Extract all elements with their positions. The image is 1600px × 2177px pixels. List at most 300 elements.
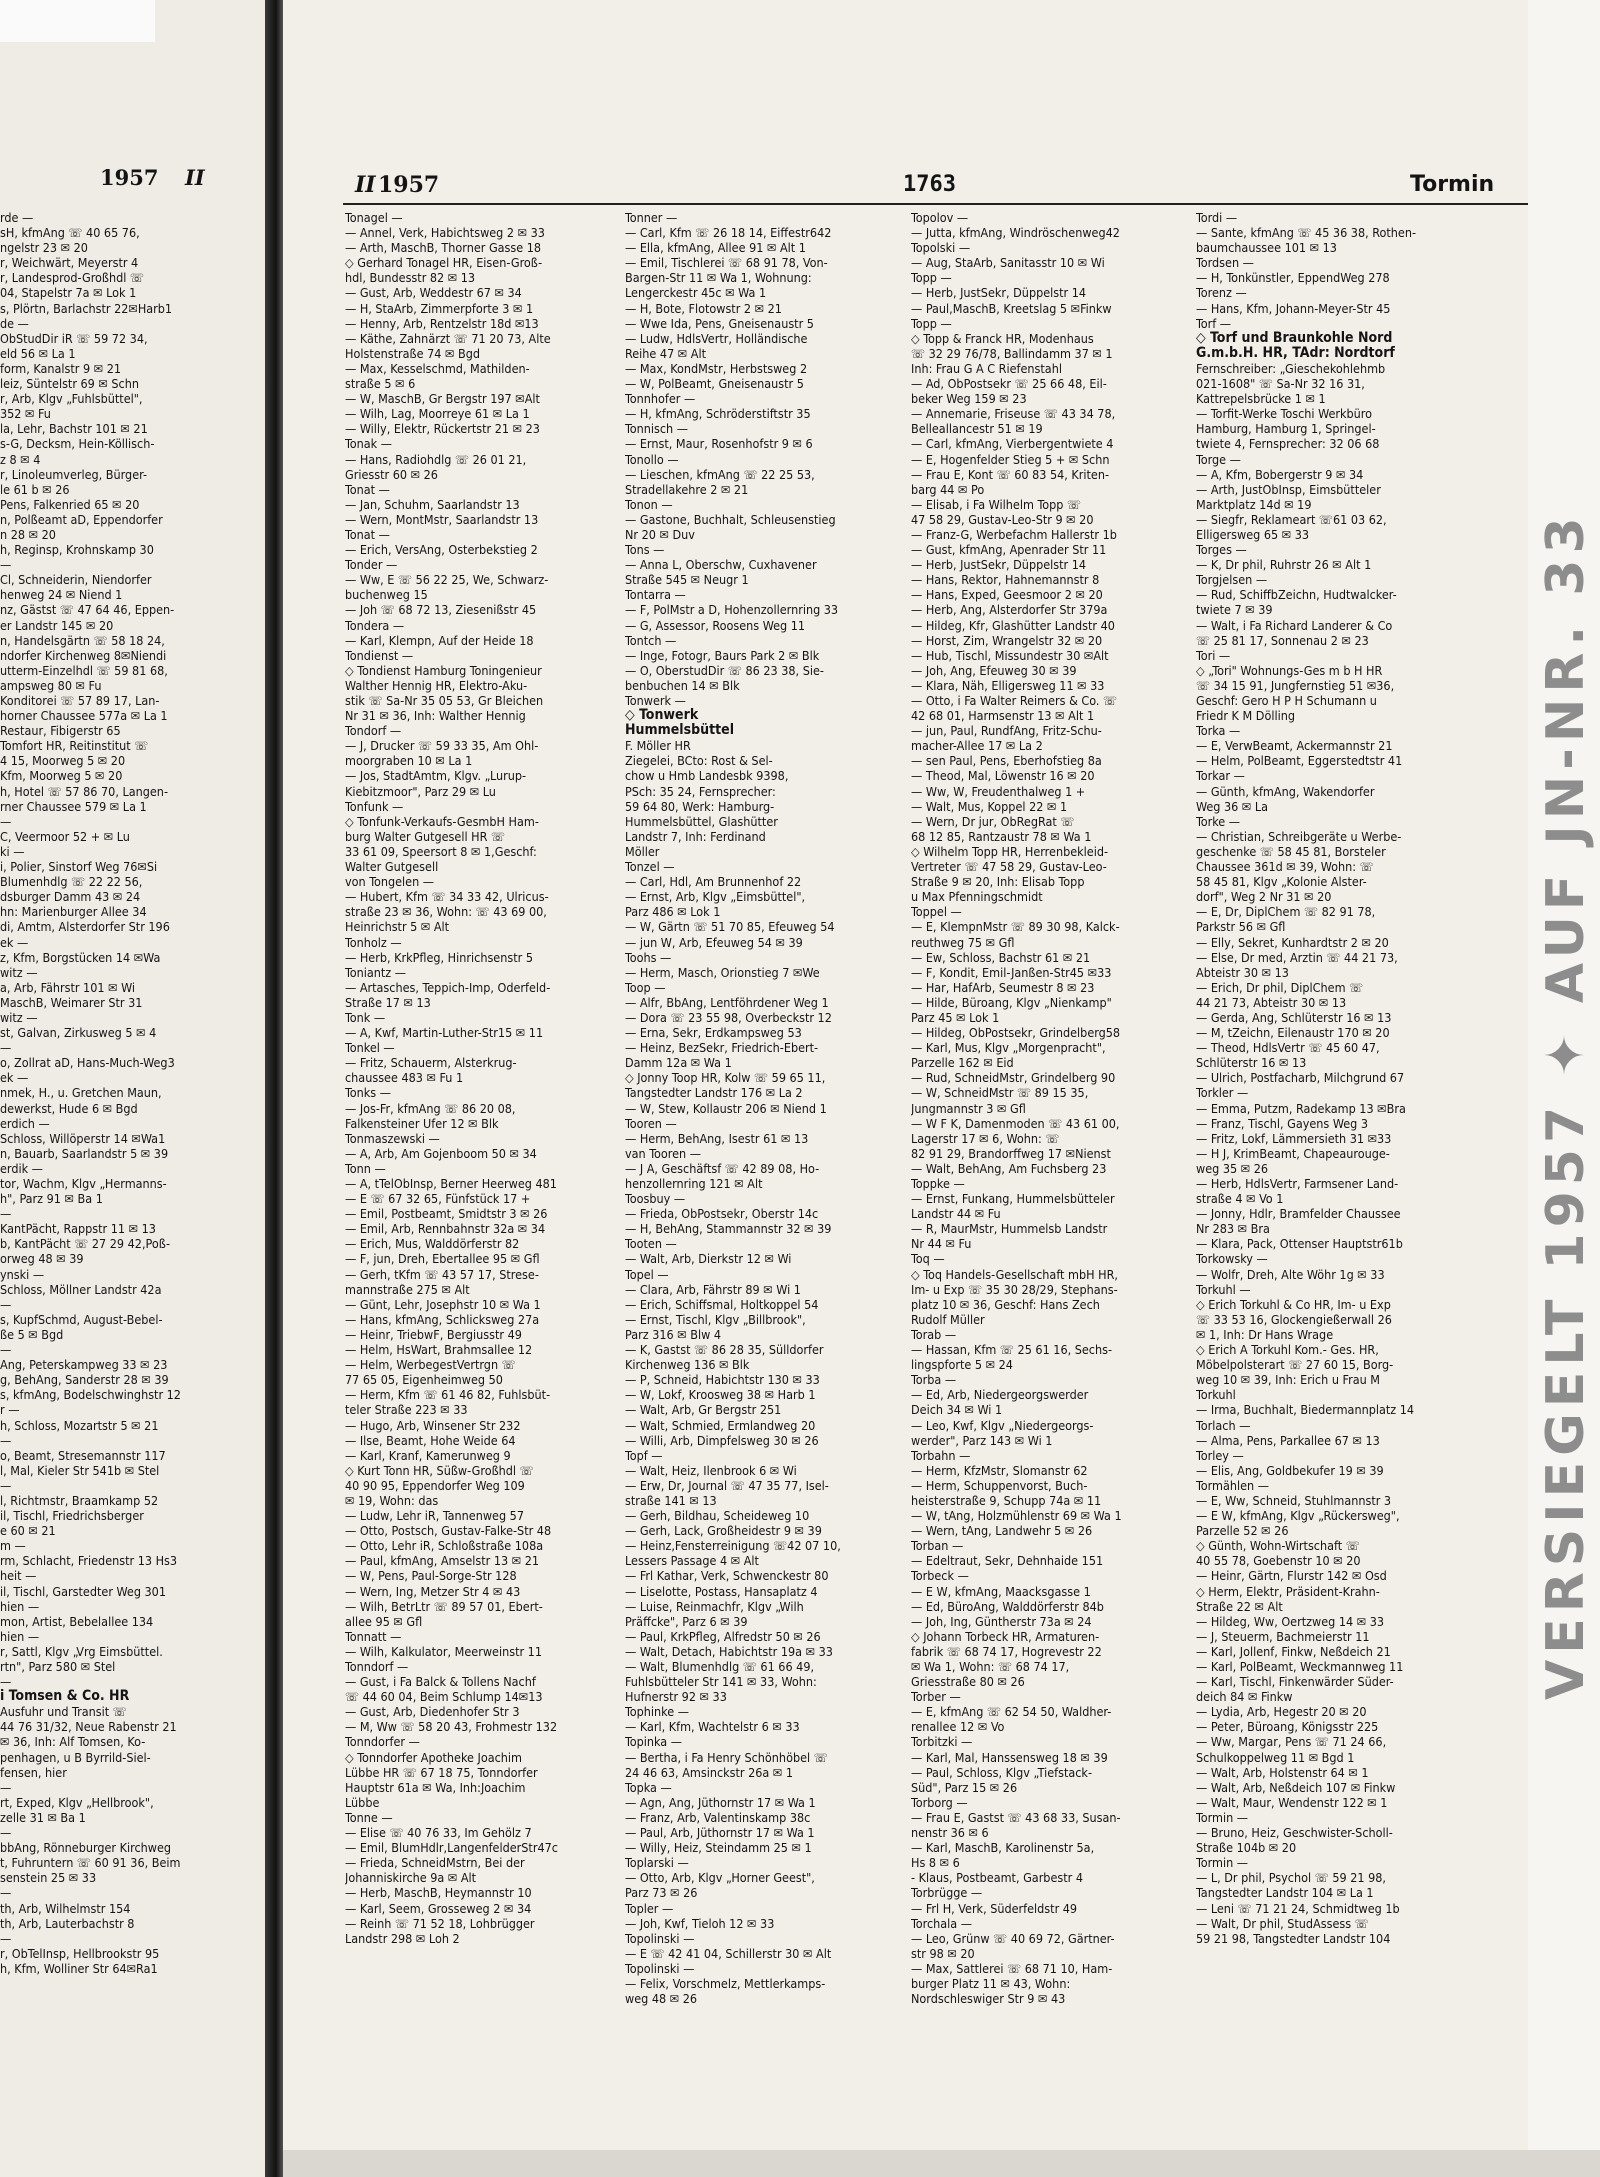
directory-line: i, Polier, Sinstorf Weg 76✉Si bbox=[0, 859, 158, 875]
directory-line: Straße 9 ✉ 20, Inh: Elisab Topp bbox=[911, 874, 1085, 890]
directory-line: Torab — bbox=[911, 1326, 957, 1342]
left-page-column bbox=[0, 210, 262, 2140]
edge-stamp-text: VERSIEGELT 1957 ✦ AUF JN-NR. 33 bbox=[1536, 511, 1596, 1700]
directory-line: ek — bbox=[0, 934, 29, 950]
directory-line: — E, kfmAng ☏ 62 54 50, Waldher- bbox=[911, 1704, 1112, 1720]
directory-line: C, Veermoor 52 + ✉ Lu bbox=[0, 828, 130, 844]
directory-line: — Erich, Dr phil, DiplChem ☏ bbox=[1196, 979, 1364, 995]
directory-line: — E W, kfmAng, Klgv „Rückersweg", bbox=[1196, 1508, 1400, 1524]
directory-line: — Rud, SchneidMstr, Grindelberg 90 bbox=[911, 1070, 1116, 1086]
directory-line: — Karl, Seem, Grosseweg 2 ✉ 34 bbox=[345, 1900, 532, 1916]
directory-line: henzollernring 121 ✉ Alt bbox=[625, 1176, 763, 1191]
directory-line: — Gust, i Fa Balck & Tollens Nachf bbox=[345, 1674, 536, 1690]
directory-line: — Walt, Dr phil, StudAssess ☏ bbox=[1196, 1915, 1369, 1931]
directory-line: — E, KlempnMstr ☏ 89 30 98, Kalck- bbox=[911, 919, 1120, 935]
directory-line: ◇ Toq Handels-Gesellschaft mbH HR, bbox=[911, 1266, 1119, 1282]
directory-line: Toppel — bbox=[911, 904, 962, 920]
directory-line: — Herb, Ang, Alsterdorfer Str 379a bbox=[911, 602, 1108, 618]
directory-line: Tordi — bbox=[1196, 210, 1238, 225]
directory-line: — Elly, Sekret, Kunhardtstr 2 ✉ 20 bbox=[1196, 934, 1389, 950]
directory-line: — Fritz, Schauerm, Alsterkrug- bbox=[345, 1055, 517, 1071]
directory-line: Parzelle 52 ✉ 26 bbox=[1196, 1523, 1289, 1539]
directory-line: — Emil, Postbeamt, Smidtstr 3 ✉ 26 bbox=[345, 1206, 548, 1222]
directory-line: ☏ 25 81 17, Sonnenau 2 ✉ 23 bbox=[1196, 632, 1369, 648]
directory-line: van Tooren — bbox=[625, 1145, 701, 1161]
directory-line: 68 12 85, Rantzaustr 78 ✉ Wa 1 bbox=[911, 828, 1092, 844]
directory-line: — Elis, Ang, Goldbekufer 19 ✉ 39 bbox=[1196, 1462, 1384, 1478]
directory-line: geschenke ☏ 58 45 81, Borsteler bbox=[1196, 843, 1386, 859]
directory-line: — Willi, Arb, Dimpfelsweg 30 ✉ 26 bbox=[625, 1432, 819, 1448]
directory-line: ◇ Erich Torkuhl & Co HR, Im- u Exp bbox=[1196, 1296, 1391, 1312]
directory-line: — Walt, Mus, Koppel 22 ✉ 1 bbox=[911, 798, 1068, 814]
directory-line: s-G, Decksm, Hein-Köllisch- bbox=[0, 436, 155, 452]
directory-line: — A, Kfm, Bobergerstr 9 ✉ 34 bbox=[1196, 466, 1364, 482]
directory-line: — Henny, Arb, Rentzelstr 18d ✉13 bbox=[345, 315, 539, 331]
directory-line: Kfm, Moorweg 5 ✉ 20 bbox=[0, 768, 123, 784]
directory-line: 58 45 81, Klgv „Kolonie Alster- bbox=[1196, 874, 1367, 890]
right-page-part: II bbox=[355, 172, 376, 198]
directory-line: Straße 17 ✉ 13 bbox=[345, 994, 431, 1010]
directory-line: — Walt, Arb, Dierkstr 12 ✉ Wi bbox=[625, 1251, 792, 1267]
directory-line: de — bbox=[0, 315, 29, 331]
directory-line: — Erna, Sekr, Erdkampsweg 53 bbox=[625, 1025, 802, 1041]
directory-line: ◇ Torf und Braunkohle Nord bbox=[1196, 330, 1393, 346]
directory-line: l, Mal, Kieler Str 541b ✉ Stel bbox=[0, 1462, 160, 1478]
directory-line: ki — bbox=[0, 843, 25, 859]
directory-line: henweg 24 ✉ Niend 1 bbox=[0, 587, 123, 603]
directory-line: Nr 31 ✉ 36, Inh: Walther Hennig bbox=[345, 708, 526, 724]
directory-line: rtn", Parz 580 ✉ Stel bbox=[0, 1659, 116, 1674]
directory-line: — Max, Kesselschmd, Mathilden- bbox=[345, 360, 530, 376]
directory-line: — A, tTelObInsp, Berner Heerweg 481 bbox=[345, 1176, 557, 1191]
directory-line: th, Arb, Lauterbachstr 8 bbox=[0, 1915, 135, 1931]
directory-line: Topolski — bbox=[911, 240, 971, 256]
directory-line: Nr 283 ✉ Bra bbox=[1196, 1221, 1270, 1237]
directory-line: Vertreter ☏ 47 58 29, Gustav-Leo- bbox=[911, 859, 1107, 875]
directory-line: — Wern, Dr jur, ObRegRat ☏ bbox=[911, 813, 1075, 829]
directory-line: — Ad, ObPostsekr ☏ 25 66 48, Eil- bbox=[911, 376, 1107, 392]
directory-line: r, Landesprod-Großhdl ☏ bbox=[0, 270, 145, 286]
directory-line: — Otto, i Fa Walter Reimers & Co. ☏ bbox=[911, 693, 1118, 708]
directory-line: — Joh ☏ 68 72 13, Ziesenißstr 45 bbox=[345, 602, 537, 618]
directory-line: — Christian, Schreibgeräte u Werbe- bbox=[1196, 828, 1402, 844]
directory-line: Tooten — bbox=[625, 1236, 677, 1252]
directory-line: Falkensteiner Ufer 12 ✉ Blk bbox=[345, 1115, 499, 1131]
directory-line: s, kfmAng, Bodelschwinghstr 12 bbox=[0, 1387, 181, 1403]
directory-line: Parzelle 162 ✉ Eid bbox=[911, 1055, 1014, 1071]
directory-line: Tormin — bbox=[1196, 1855, 1249, 1871]
directory-line: dsburger Damm 43 ✉ 24 bbox=[0, 889, 141, 905]
directory-line: — Ew, Schloss, Bachstr 61 ✉ 21 bbox=[911, 949, 1091, 965]
directory-line: ngelstr 23 ✉ 20 bbox=[0, 240, 88, 256]
directory-line: — bbox=[0, 1674, 12, 1690]
directory-line: — Artasches, Teppich-Imp, Oderfeld- bbox=[345, 979, 551, 995]
directory-line: — Max, Sattlerei ☏ 68 71 10, Ham- bbox=[911, 1960, 1113, 1976]
directory-line: Toohs — bbox=[625, 949, 672, 965]
directory-line: erdik — bbox=[0, 1160, 43, 1176]
directory-line: h, Reginsp, Krohnskamp 30 bbox=[0, 542, 154, 558]
directory-line: horner Chaussee 577a ✉ La 1 bbox=[0, 708, 168, 724]
directory-line: — Ww, E ☏ 56 22 25, We, Schwarz- bbox=[345, 572, 549, 588]
directory-line: straße 23 ✉ 36, Wohn: ☏ 43 69 00, bbox=[345, 904, 547, 920]
directory-line: — Walt, Arb, Holstenstr 64 ✉ 1 bbox=[1196, 1764, 1369, 1780]
directory-line: — Paul, Schloss, Klgv „Tiefstack- bbox=[911, 1764, 1092, 1780]
directory-line: — Gust, kfmAng, Apenrader Str 11 bbox=[911, 542, 1107, 558]
directory-line: — Herb, KrkPfleg, Hinrichsenstr 5 bbox=[345, 949, 533, 965]
directory-column-3 bbox=[911, 210, 1181, 2140]
directory-line: — E W, kfmAng, Maacksgasse 1 bbox=[911, 1583, 1091, 1599]
directory-line: n, Handelsgärtn ☏ 58 18 24, bbox=[0, 632, 165, 648]
directory-line: hien — bbox=[0, 1628, 40, 1644]
directory-line: Cl, Schneiderin, Niendorfer bbox=[0, 572, 152, 588]
directory-line: — Hildeg, ObPostsekr, Grindelberg58 bbox=[911, 1025, 1121, 1041]
directory-line: teler Straße 223 ✉ 33 bbox=[345, 1402, 468, 1418]
directory-line: — Walt, Arb, Gr Bergstr 251 bbox=[625, 1402, 782, 1418]
directory-line: n 28 ✉ 20 bbox=[0, 526, 56, 542]
directory-line: — Karl, Klempn, Auf der Heide 18 bbox=[345, 632, 534, 648]
directory-line: — Herm, Schuppenvorst, Buch- bbox=[911, 1477, 1088, 1493]
directory-line: Griesstr 60 ✉ 26 bbox=[345, 466, 438, 482]
directory-line: — Anna L, Oberschw, Cuxhavener bbox=[625, 557, 817, 573]
directory-line: Möller bbox=[625, 843, 660, 859]
directory-line: rner Chaussee 579 ✉ La 1 bbox=[0, 798, 147, 814]
directory-line: — M, Ww ☏ 58 20 43, Frohmestr 132 bbox=[345, 1719, 558, 1735]
directory-line: — Rud, SchiffbZeichn, Hudtwalcker- bbox=[1196, 587, 1397, 603]
directory-line: — Walt, Blumenhdlg ☏ 61 66 49, bbox=[625, 1659, 815, 1674]
left-page-year: 1957 bbox=[100, 165, 159, 190]
directory-line: — Joh, Ang, Efeuweg 30 ✉ 39 bbox=[911, 662, 1077, 678]
directory-line: — Paul, Arb, Jüthornstr 17 ✉ Wa 1 bbox=[625, 1825, 815, 1841]
directory-line: — Peter, Büroang, Königsstr 225 bbox=[1196, 1719, 1379, 1735]
directory-line: Kattrepelsbrücke 1 ✉ 1 bbox=[1196, 391, 1326, 407]
directory-line: — E, Hogenfelder Stieg 5 + ✉ Schn bbox=[911, 451, 1110, 467]
directory-line: baumchaussee 101 ✉ 13 bbox=[1196, 240, 1337, 256]
directory-line: — bbox=[0, 1825, 12, 1841]
directory-line: benbuchen 14 ✉ Blk bbox=[625, 677, 740, 693]
directory-line: — Bertha, i Fa Henry Schönhöbel ☏ bbox=[625, 1749, 828, 1765]
directory-line: — F, PolMstr a D, Hohenzollernring 33 bbox=[625, 602, 839, 618]
directory-line: ek — bbox=[0, 1070, 29, 1086]
directory-line: Topolinski — bbox=[625, 1960, 695, 1976]
directory-line: Damm 12a ✉ Wa 1 bbox=[625, 1055, 732, 1071]
directory-line: Torgjelsen — bbox=[1196, 572, 1268, 588]
left-page-part: II bbox=[185, 165, 205, 190]
directory-line: — Walt, Detach, Habichtstr 19a ✉ 33 bbox=[625, 1643, 833, 1659]
directory-line: — Herb, JustSekr, Düppelstr 14 bbox=[911, 557, 1087, 573]
directory-line: — Karl, Jollenf, Finkw, Neßdeich 21 bbox=[1196, 1643, 1391, 1659]
directory-line: — bbox=[0, 557, 12, 573]
directory-line: ynski — bbox=[0, 1266, 45, 1282]
directory-line: — Ernst, Funkang, Hummelsbütteler bbox=[911, 1191, 1115, 1207]
directory-line: m — bbox=[0, 1538, 26, 1554]
directory-line: — Paul, kfmAng, Amselstr 13 ✉ 21 bbox=[345, 1553, 540, 1569]
directory-line: Tonwerk — bbox=[625, 693, 686, 708]
directory-line: — W, SchneidMstr ☏ 89 15 35, bbox=[911, 1085, 1089, 1101]
directory-line: — bbox=[0, 1432, 12, 1448]
directory-line: o, Zollrat aD, Hans-Much-Weg3 bbox=[0, 1055, 175, 1071]
directory-line: — Karl, Mus, Klgv „Morgenpracht", bbox=[911, 1040, 1106, 1056]
directory-line: utterm-Einzelhdl ☏ 59 81 68, bbox=[0, 662, 168, 678]
directory-line: Tonfunk — bbox=[345, 798, 404, 814]
directory-line: 33 61 09, Speersort 8 ✉ 1,Geschf: bbox=[345, 843, 537, 859]
directory-line: di, Amtm, Alsterdorfer Str 196 bbox=[0, 919, 170, 935]
directory-line: — Otto, Arb, Klgv „Horner Geest", bbox=[625, 1870, 815, 1886]
directory-line: sH, kfmAng ☏ 40 65 76, bbox=[0, 225, 140, 241]
directory-line: lingspforte 5 ✉ 24 bbox=[911, 1357, 1013, 1373]
directory-line: r, Sattl, Klgv „Vrg Eimsbüttel. bbox=[0, 1643, 163, 1659]
directory-line: — Gerda, Ang, Schlüterstr 16 ✉ 13 bbox=[1196, 1009, 1392, 1025]
directory-line: — Sante, kfmAng ☏ 45 36 38, Rothen- bbox=[1196, 225, 1417, 241]
directory-line: z, Kfm, Borgstücken 14 ✉Wa bbox=[0, 949, 161, 965]
directory-line: Belleallancestr 51 ✉ 19 bbox=[911, 421, 1043, 437]
directory-line: — Frl Kathar, Verk, Schwenckestr 80 bbox=[625, 1568, 829, 1584]
directory-line: Rudolf Müller bbox=[911, 1311, 985, 1327]
directory-column-4 bbox=[1196, 210, 1466, 2140]
directory-line: — Lydia, Arb, Hegestr 20 ✉ 20 bbox=[1196, 1704, 1367, 1720]
directory-line: — Ed, BüroAng, Walddörferstr 84b bbox=[911, 1598, 1104, 1614]
directory-line: la, Lehr, Bachstr 101 ✉ 21 bbox=[0, 421, 148, 437]
directory-line: — W, Lokf, Kroosweg 38 ✉ Harb 1 bbox=[625, 1387, 816, 1403]
directory-line: Lagerstr 17 ✉ 6, Wohn: ☏ bbox=[911, 1130, 1060, 1146]
directory-line: Lessers Passage 4 ✉ Alt bbox=[625, 1553, 759, 1569]
directory-line: — Siegfr, Reklameart ☏61 03 62, bbox=[1196, 511, 1387, 527]
directory-line: Fuhlsbütteler Str 141 ✉ 33, Wohn: bbox=[625, 1674, 817, 1690]
directory-line: ◇ Tondienst Hamburg Toningenieur bbox=[345, 662, 542, 678]
directory-line: Torborg — bbox=[911, 1794, 968, 1810]
directory-line: Friedr K M Dölling bbox=[1196, 708, 1295, 724]
directory-line: 40 55 78, Goebenstr 10 ✉ 20 bbox=[1196, 1553, 1361, 1569]
directory-line: Parz 316 ✉ Blw 4 bbox=[625, 1326, 721, 1342]
directory-line: — Helm, WerbegestVertrgn ☏ bbox=[345, 1357, 516, 1373]
directory-line: — Klara, Pack, Ottenser Hauptstr61b bbox=[1196, 1236, 1403, 1252]
directory-line: straße 5 ✉ 6 bbox=[345, 376, 416, 392]
directory-line: — E, VerwBeamt, Ackermannstr 21 bbox=[1196, 738, 1393, 754]
directory-line: mon, Artist, Bebelallee 134 bbox=[0, 1613, 154, 1629]
directory-line: — Karl, MaschB, Karolinenstr 5a, bbox=[911, 1840, 1095, 1856]
directory-line: — Har, HafArb, Seumestr 8 ✉ 23 bbox=[911, 979, 1095, 995]
directory-line: — Gastone, Buchhalt, Schleusenstieg bbox=[625, 511, 836, 527]
directory-line: — Emma, Putzm, Radekamp 13 ✉Bra bbox=[1196, 1100, 1406, 1116]
directory-line: — bbox=[0, 1477, 12, 1493]
directory-line: Konditorei ☏ 57 89 17, Lan- bbox=[0, 693, 160, 708]
directory-line: ndorfer Kirchenweg 8✉Niendi bbox=[0, 647, 167, 663]
directory-line: 44 76 31/32, Neue Rabenstr 21 bbox=[0, 1719, 177, 1735]
directory-line: — Erich, Schiffsmal, Holtkoppel 54 bbox=[625, 1296, 819, 1312]
directory-line: straße 4 ✉ Vo 1 bbox=[1196, 1191, 1284, 1207]
directory-line: — Ernst, Tischl, Klgv „Billbrook", bbox=[625, 1311, 806, 1327]
directory-line: Straße 22 ✉ Alt bbox=[1196, 1598, 1283, 1614]
directory-line: — Leo, Grünw ☏ 40 69 72, Gärtner- bbox=[911, 1930, 1115, 1946]
directory-line: fensen, hier bbox=[0, 1764, 67, 1780]
directory-line: weg 10 ✉ 39, Inh: Erich u Frau M bbox=[1196, 1372, 1380, 1388]
directory-line: Tons — bbox=[625, 542, 665, 558]
directory-line: Tormählen — bbox=[1196, 1477, 1269, 1493]
directory-line: ✉ 19, Wohn: das bbox=[345, 1492, 439, 1508]
directory-line: i Tomsen & Co. HR bbox=[0, 1689, 130, 1705]
directory-line: Torke — bbox=[1196, 813, 1241, 829]
directory-line: twiete 4, Fernsprecher: 32 06 68 bbox=[1196, 436, 1380, 452]
directory-line: nenstr 36 ✉ 6 bbox=[911, 1825, 989, 1841]
directory-line: r, Arb, Klgv „Fuhlsbüttel", bbox=[0, 391, 143, 407]
directory-line: Lübbe HR ☏ 67 18 75, Tonndorfer bbox=[345, 1764, 538, 1780]
directory-line: — Elise ☏ 40 76 33, Im Gehölz 7 bbox=[345, 1825, 532, 1841]
directory-line: von Tongelen — bbox=[345, 874, 435, 890]
directory-line: Torbrügge — bbox=[911, 1885, 983, 1901]
directory-line: MaschB, Weimarer Str 31 bbox=[0, 994, 143, 1010]
directory-line: Torkuhl — bbox=[1196, 1281, 1251, 1297]
directory-line: Torbitzki — bbox=[911, 1734, 973, 1750]
directory-line: — Joh, Kwf, Tieloh 12 ✉ 33 bbox=[625, 1915, 775, 1931]
directory-line: Toq — bbox=[911, 1251, 945, 1267]
directory-line: — Herm, KfzMstr, Slomanstr 62 bbox=[911, 1462, 1088, 1478]
directory-line: burger Platz 11 ✉ 43, Wohn: bbox=[911, 1975, 1071, 1991]
directory-line: deich 84 ✉ Finkw bbox=[1196, 1689, 1293, 1705]
directory-line: h, Hotel ☏ 57 86 70, Langen- bbox=[0, 783, 168, 799]
directory-line: — K, Dr phil, Ruhrstr 26 ✉ Alt 1 bbox=[1196, 557, 1372, 573]
directory-line: — Elisab, i Fa Wilhelm Topp ☏ bbox=[911, 496, 1082, 512]
directory-line: ◇ Erich A Torkuhl Kom.- Ges. HR, bbox=[1196, 1342, 1379, 1358]
directory-line: — bbox=[0, 1296, 12, 1312]
directory-line: Walther Hennig HR, Elektro-Aku- bbox=[345, 677, 528, 693]
directory-line: Tormin — bbox=[1196, 1809, 1249, 1825]
directory-line: penhagen, u B Byrrild-Siel- bbox=[0, 1749, 151, 1765]
directory-line: Tonollo — bbox=[625, 451, 679, 467]
running-head: Tormin bbox=[1410, 172, 1495, 197]
directory-line: r, Linoleumverleg, Bürger- bbox=[0, 466, 147, 482]
directory-line: — Ilse, Beamt, Hohe Weide 64 bbox=[345, 1432, 516, 1448]
directory-line: — Hans, Kfm, Johann-Meyer-Str 45 bbox=[1196, 300, 1391, 316]
directory-line: — Wern, MontMstr, Saarlandstr 13 bbox=[345, 511, 539, 527]
directory-line: — Wilh, Kalkulator, Meerweinstr 11 bbox=[345, 1643, 542, 1659]
directory-line: — Alma, Pens, Parkallee 67 ✉ 13 bbox=[1196, 1432, 1380, 1448]
directory-line: — Karl, Tischl, Finkenwärder Süder- bbox=[1196, 1674, 1394, 1690]
directory-line: 24 46 63, Amsinckstr 26a ✉ 1 bbox=[625, 1764, 794, 1780]
directory-line: Johanniskirche 9a ✉ Alt bbox=[345, 1870, 477, 1886]
directory-line: — Herb, HdlsVertr, Farmsener Land- bbox=[1196, 1176, 1399, 1191]
directory-line: — H, Tonkünstler, EppendWeg 278 bbox=[1196, 270, 1390, 286]
directory-line: — Erw, Dr, Journal ☏ 47 35 77, Isel- bbox=[625, 1477, 829, 1493]
directory-line: le 61 b ✉ 26 bbox=[0, 481, 70, 497]
directory-line: Topf — bbox=[625, 1447, 663, 1463]
directory-line: Tondera — bbox=[345, 617, 405, 633]
directory-line: Griesstraße 80 ✉ 26 bbox=[911, 1674, 1025, 1690]
directory-line: — Jutta, kfmAng, Windröschenweg42 bbox=[911, 225, 1120, 241]
directory-line: Toop — bbox=[625, 979, 666, 995]
directory-line: — bbox=[0, 1930, 12, 1946]
directory-line: — Bruno, Heiz, Geschwister-Scholl- bbox=[1196, 1825, 1393, 1841]
directory-line: G.m.b.H. HR, TAdr: Nordtorf bbox=[1196, 345, 1395, 361]
directory-line: str 98 ✉ 20 bbox=[911, 1945, 975, 1961]
directory-line: — bbox=[0, 813, 12, 829]
directory-line: Torlach — bbox=[1196, 1417, 1251, 1433]
directory-line: — Ww, W, Freudenthalweg 1 + bbox=[911, 783, 1086, 799]
directory-line: buchenweg 15 bbox=[345, 587, 428, 603]
directory-line: Topka — bbox=[625, 1779, 672, 1795]
directory-line: — Erich, Mus, Walddörferstr 82 bbox=[345, 1236, 520, 1252]
directory-line: st, Galvan, Zirkusweg 5 ✉ 4 bbox=[0, 1025, 157, 1041]
directory-line: nmek, H., u. Gretchen Maun, bbox=[0, 1085, 162, 1101]
directory-line: — Heinr, Gärtn, Flurstr 142 ✉ Osd bbox=[1196, 1568, 1387, 1584]
directory-line: Tonagel — bbox=[345, 210, 403, 225]
directory-line: — H, Bote, Flotowstr 2 ✉ 21 bbox=[625, 300, 782, 316]
directory-line: Tonholz — bbox=[345, 934, 402, 950]
directory-line: — Paul, KrkPfleg, Alfredstr 50 ✉ 26 bbox=[625, 1628, 821, 1644]
directory-line: Reihe 47 ✉ Alt bbox=[625, 345, 707, 361]
directory-line: — Karl, Mal, Hanssensweg 18 ✉ 39 bbox=[911, 1749, 1108, 1765]
directory-line: — Erich, VersAng, Osterbekstieg 2 bbox=[345, 542, 538, 558]
directory-line: th, Arb, Wilhelmstr 154 bbox=[0, 1900, 131, 1916]
directory-line: heit — bbox=[0, 1568, 37, 1584]
directory-line: zelle 31 ✉ Ba 1 bbox=[0, 1809, 86, 1825]
directory-line: — Wolfr, Dreh, Alte Wöhr 1g ✉ 33 bbox=[1196, 1266, 1385, 1282]
directory-line: Hs 8 ✉ 6 bbox=[911, 1855, 960, 1871]
directory-line: h", Parz 91 ✉ Ba 1 bbox=[0, 1191, 103, 1207]
directory-line: Restaur, Fibigerstr 65 bbox=[0, 723, 121, 739]
directory-line: ße 5 ✉ Bgd bbox=[0, 1326, 64, 1342]
directory-line: Torka — bbox=[1196, 723, 1241, 739]
directory-line: — Ludw, HdlsVertr, Holländische bbox=[625, 330, 808, 346]
directory-line: werder", Parz 143 ✉ Wi 1 bbox=[911, 1432, 1053, 1448]
directory-line: — Paul,MaschB, Kreetslag 5 ✉Finkw bbox=[911, 300, 1112, 316]
directory-line: Tangstedter Landstr 176 ✉ La 2 bbox=[625, 1085, 803, 1101]
directory-line: e 60 ✉ 21 bbox=[0, 1523, 56, 1539]
directory-line: 59 21 98, Tangstedter Landstr 104 bbox=[1196, 1930, 1391, 1946]
directory-line: Torf — bbox=[1196, 315, 1232, 331]
directory-line: — Hans, Exped, Geesmoor 2 ✉ 20 bbox=[911, 587, 1103, 603]
directory-line: Im- u Exp ☏ 35 30 28/29, Stephans- bbox=[911, 1281, 1118, 1297]
directory-line: — Franz, Arb, Valentinskamp 38c bbox=[625, 1809, 811, 1825]
directory-line: — Hilde, Büroang, Klgv „Nienkamp" bbox=[911, 994, 1112, 1010]
directory-line: Tophinke — bbox=[625, 1704, 689, 1720]
directory-line: — Frl H, Verk, Süderfeldstr 49 bbox=[911, 1900, 1078, 1916]
directory-line: — Inge, Fotogr, Baurs Park 2 ✉ Blk bbox=[625, 647, 820, 663]
directory-line: Hufnerstr 92 ✉ 33 bbox=[625, 1689, 727, 1705]
directory-line: — J A, Geschäftsf ☏ 42 89 08, Ho- bbox=[625, 1160, 820, 1176]
directory-line: — Irma, Buchhalt, Biedermannplatz 14 bbox=[1196, 1402, 1415, 1418]
directory-line: ☏ 33 53 16, Glockengießerwall 26 bbox=[1196, 1311, 1392, 1327]
directory-column-1 bbox=[345, 210, 610, 2140]
directory-line: ◇ Herm, Elektr, Präsident-Krahn- bbox=[1196, 1583, 1380, 1599]
directory-line: — H, kfmAng, Schröderstiftstr 35 bbox=[625, 406, 811, 422]
directory-line: il, Tischl, Garstedter Weg 301 bbox=[0, 1583, 166, 1599]
directory-line: Torbahn — bbox=[911, 1447, 971, 1463]
directory-line: Tonne — bbox=[345, 1809, 393, 1825]
directory-line: ◇ Johann Torbeck HR, Armaturen- bbox=[911, 1628, 1100, 1644]
directory-line: rm, Schlacht, Friedenstr 13 Hs3 bbox=[0, 1553, 178, 1569]
directory-line: Topel — bbox=[625, 1266, 669, 1282]
directory-line: — Edeltraut, Sekr, Dehnhaide 151 bbox=[911, 1553, 1104, 1569]
book-edge-stamp bbox=[1528, 0, 1600, 2177]
directory-line: Tontarra — bbox=[625, 587, 686, 603]
directory-line: — Torfit-Werke Toschi Werkbüro bbox=[1196, 406, 1373, 422]
directory-line: n, Bauarb, Saarlandstr 5 ✉ 39 bbox=[0, 1145, 169, 1161]
directory-line: — Heinz,Fensterreinigung ☏42 07 10, bbox=[625, 1538, 841, 1554]
directory-line: er Landstr 145 ✉ 20 bbox=[0, 617, 114, 633]
directory-line: Topler — bbox=[625, 1900, 674, 1916]
right-page bbox=[283, 0, 1600, 2177]
directory-line: — W, Stew, Kollaustr 206 ✉ Niend 1 bbox=[625, 1100, 827, 1116]
directory-line: Tonndorf — bbox=[345, 1659, 409, 1674]
directory-line: — Horst, Zim, Wrangelstr 32 ✉ 20 bbox=[911, 632, 1103, 648]
directory-line: hn: Marienburger Allee 34 bbox=[0, 904, 147, 920]
directory-line: Tonak — bbox=[345, 436, 392, 452]
header-rule bbox=[343, 203, 1543, 205]
directory-line: Parz 73 ✉ 26 bbox=[625, 1885, 698, 1901]
directory-line: — bbox=[0, 1206, 12, 1222]
directory-line: Tordsen — bbox=[1196, 255, 1254, 271]
directory-line: Tondorf — bbox=[345, 723, 402, 739]
directory-line: — Fritz, Lokf, Lämmersieth 31 ✉33 bbox=[1196, 1130, 1392, 1146]
